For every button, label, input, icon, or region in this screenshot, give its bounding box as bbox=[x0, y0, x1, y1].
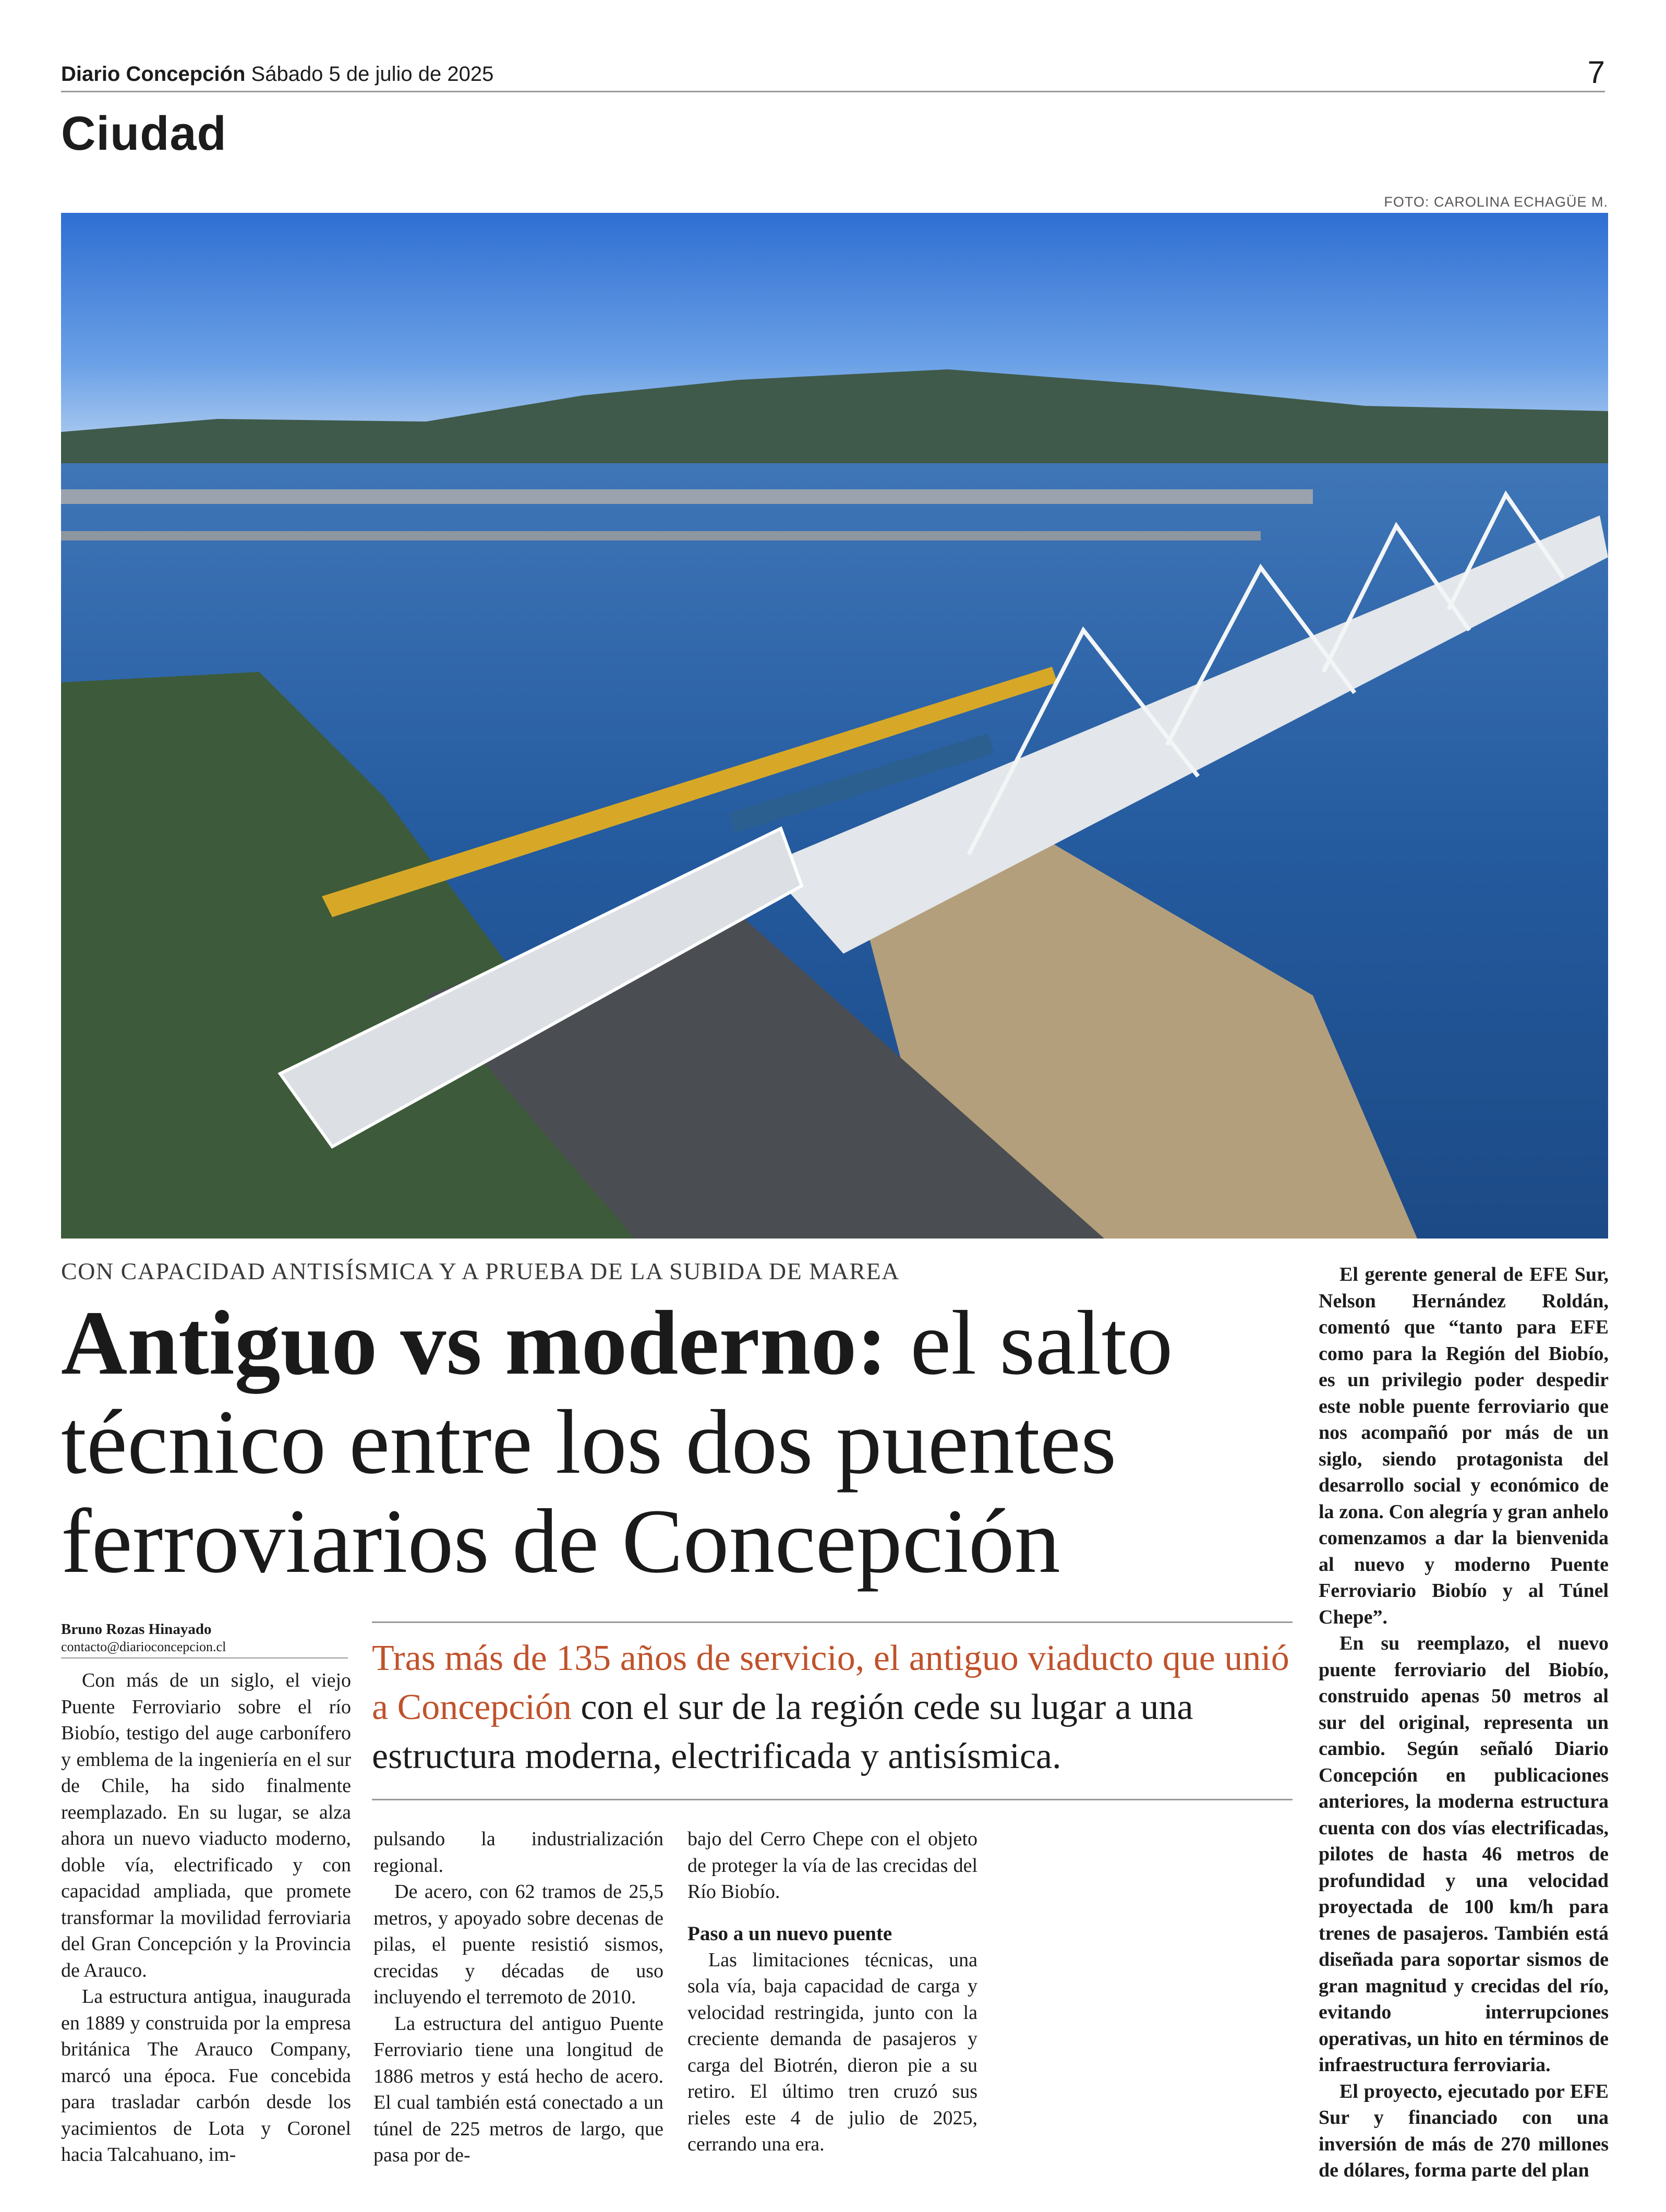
lead-photo bbox=[61, 213, 1608, 1239]
photo-credit: FOTO: CAROLINA ECHAGÜE M. bbox=[1384, 194, 1608, 210]
distant-bridge-2 bbox=[61, 531, 1261, 540]
subheading: Paso a un nuevo puente bbox=[687, 1922, 892, 1945]
body-column-4 bbox=[1319, 1261, 1609, 2184]
deck-rest: con el sur de la región cede su lugar a una estructura moderna, electrificada y antisísmica. bbox=[372, 1687, 1193, 1776]
body-column-1 bbox=[61, 1667, 351, 2168]
body-paragraph: bajo del Cerro Chepe con el objeto de proteger la vía de las crecidas del Río Biobío. bbox=[687, 1828, 977, 1903]
deck bbox=[372, 1634, 1293, 1781]
headline-bold: Antiguo vs moderno: bbox=[61, 1292, 888, 1394]
body-column-3 bbox=[687, 1826, 977, 2158]
body-paragraph: La estructura del antiguo Puente Ferroviario tiene una longitud de 1886 metros y está hecho de acero. El cual también está conectado a un túnel de 225 metros de largo, que pasa por de- bbox=[373, 2012, 663, 2166]
distant-bridge bbox=[61, 489, 1313, 504]
deck-rule-top bbox=[372, 1621, 1293, 1623]
byline bbox=[61, 1620, 348, 1658]
issue-date: Sábado 5 de julio de 2025 bbox=[251, 63, 494, 86]
section-title: Ciudad bbox=[61, 107, 227, 160]
body-paragraph: pulsando la industrialización regional. bbox=[373, 1828, 663, 1877]
body-paragraph: El gerente general de EFE Sur, Nelson Hernández Roldán, comentó que “tanto para EFE como para la Región del Biobío, es un privilegio poder despedir este noble puente ferroviario que nos acompañó por más de un siglo, siendo protagonista del desarrollo social y económico de la zona. Con alegría y gran anhelo comenzamos a dar la bienvenida al nuevo y moderno Puente Ferroviario Biobío y al Túnel Chepe”. bbox=[1319, 1264, 1609, 1628]
masthead-line bbox=[61, 58, 1605, 90]
deck-highlight: Tras más de 135 años de servicio, el antiguo viaducto que unió a Concepción bbox=[372, 1638, 1289, 1727]
body-paragraph: De acero, con 62 tramos de 25,5 metros, y apoyado sobre decenas de pilas, el puente resistió sismos, crecidas y décadas de uso incluyendo el terremoto de 2010. bbox=[373, 1881, 663, 2008]
kicker: CON CAPACIDAD ANTISÍSMICA Y A PRUEBA DE LA SUBIDA DE MAREA bbox=[61, 1258, 900, 1284]
body-paragraph: El proyecto, ejecutado por EFE Sur y financiado con una inversión de más de 270 millones de dólares, forma parte del plan bbox=[1319, 2080, 1609, 2181]
body-paragraph: Las limitaciones técnicas, una sola vía, baja capacidad de carga y velocidad restringida, junto con la creciente demanda de pasajeros y carga del Biotrén, dieron pie a su retiro. El último tren cruzó sus rieles este 4 de julio de 2025, cerrando una era. bbox=[687, 1949, 977, 2155]
body-column-2 bbox=[373, 1826, 663, 2169]
publication-name: Diario Concepción bbox=[61, 63, 246, 86]
author-name: Bruno Rozas Hinayado bbox=[61, 1621, 212, 1638]
body-paragraph: Con más de un siglo, el viejo Puente Ferroviario sobre el río Biobío, testigo del auge carbonífero y emblema de la ingeniería en el sur de Chile, ha sido finalmente reemplazado. En su lugar, se alza ahora un nuevo viaducto moderno, doble vía, electrificado y con capacidad ampliada, que promete transformar la movilidad ferroviaria del Gran Concepción y la Provincia de Arauco. bbox=[61, 1669, 351, 1981]
headline-rest: el salto técnico entre los dos puentes ferroviarios de Concepción bbox=[61, 1292, 1173, 1592]
deck-rule-bottom bbox=[372, 1799, 1293, 1800]
headline bbox=[61, 1294, 1313, 1591]
masthead bbox=[61, 55, 1605, 92]
author-email: contacto@diarioconcepcion.cl bbox=[61, 1639, 226, 1654]
body-paragraph: La estructura antigua, inaugurada en 1889 y construida por la empresa británica The Arauco Company, marcó una época. Fue concebida para trasladar carbón desde los yacimientos de Lota y Coronel hacia Talcahuano, im- bbox=[61, 1986, 351, 2166]
body-paragraph: En su reemplazo, el nuevo puente ferroviario del Biobío, construido apenas 50 metros al sur del original, representa un cambio. Según señaló Diario Concepción en publicaciones anteriores, la moderna estructura cuenta con dos vías electrificadas, pilotes de hasta 46 metros de profundidad y una velocidad proyectada de 100 km/h para trenes de pasajeros. También está diseñada para soportar sismos de gran magnitud y crecidas del río, evitando interrupciones operativas, un hito en términos de infraestructura ferroviaria. bbox=[1319, 1632, 1609, 2076]
page-number: 7 bbox=[1587, 55, 1605, 90]
